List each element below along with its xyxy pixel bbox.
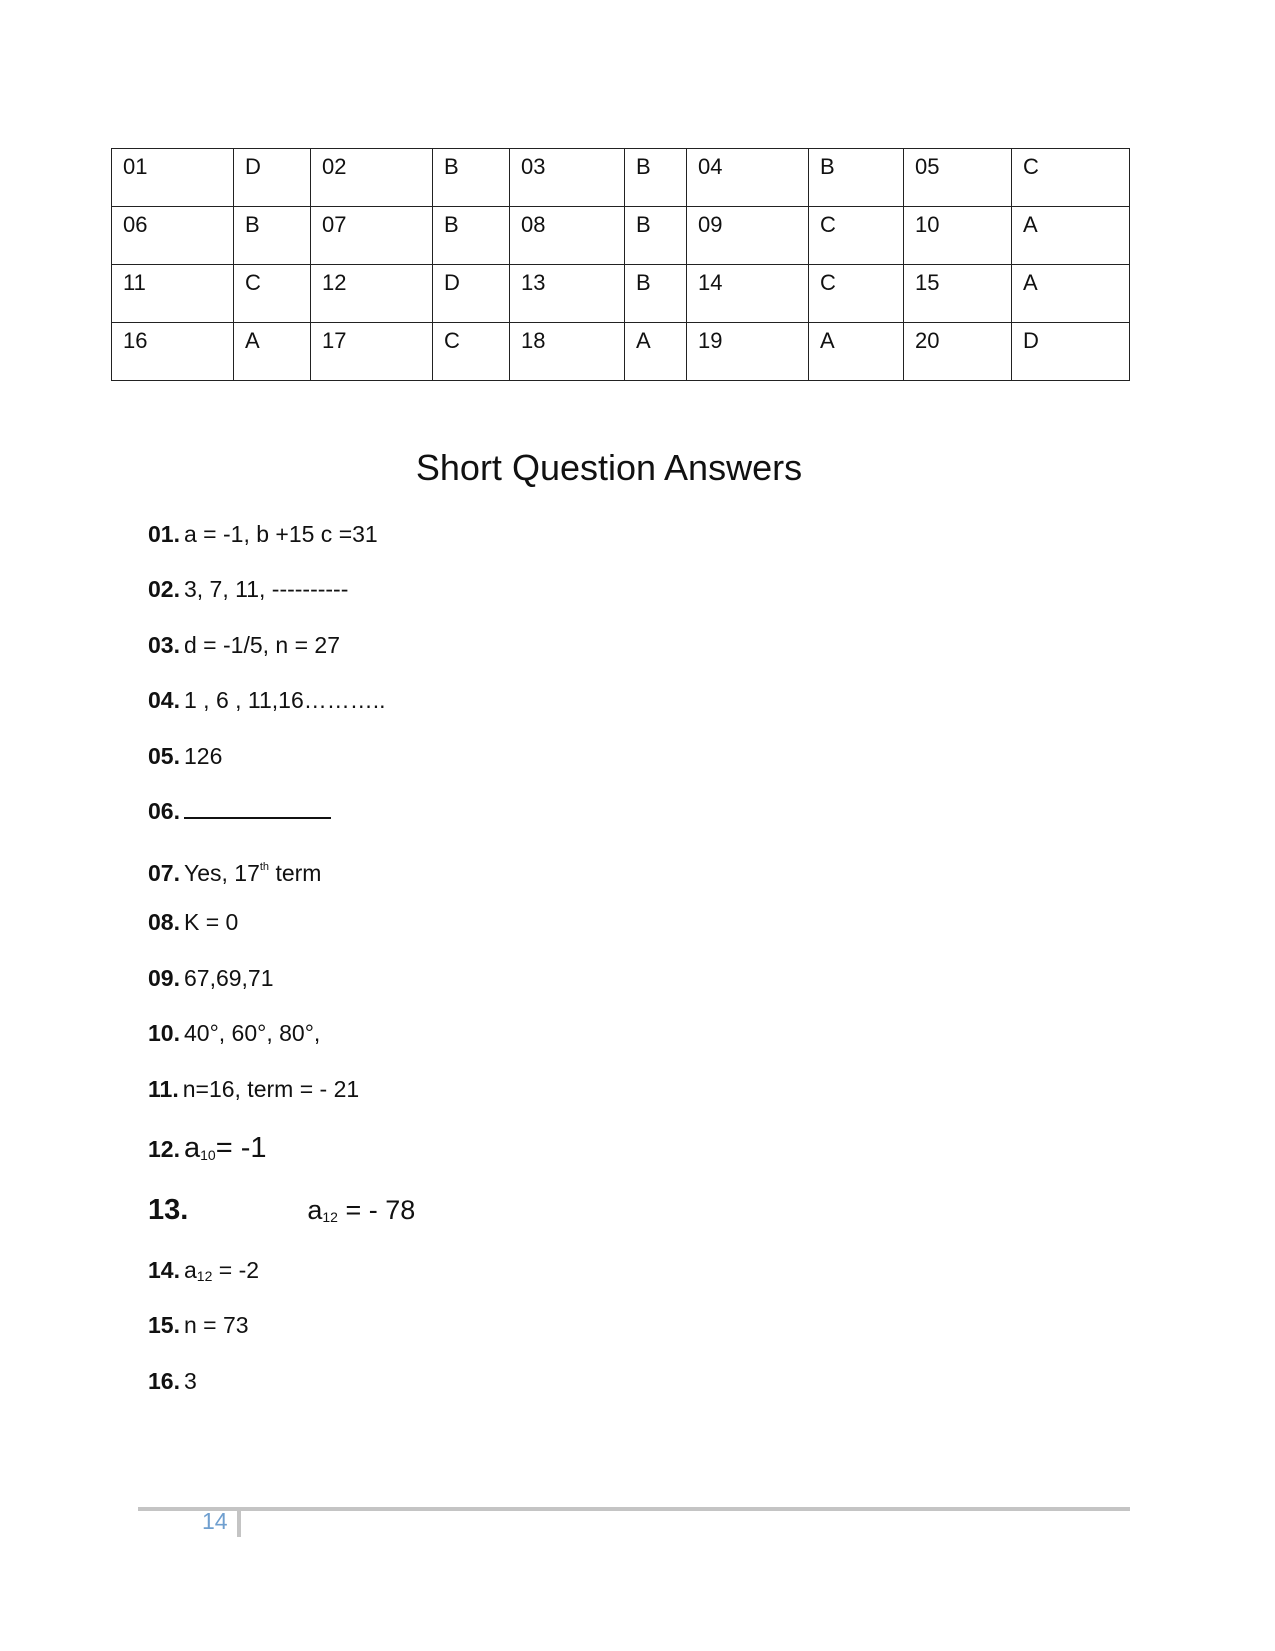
answer-item — [148, 1017, 320, 1049]
answer-letter-cell: B — [809, 149, 904, 207]
answer-item — [148, 573, 348, 605]
answer-text: a — [183, 1132, 201, 1164]
answer-number: 14. — [148, 1257, 180, 1283]
answer-item — [148, 684, 386, 716]
answer-text: n = 73 — [183, 1312, 249, 1338]
answer-number: 04. — [148, 687, 180, 713]
answer-number: 15. — [148, 1312, 180, 1338]
table-row — [112, 207, 1130, 265]
question-number-cell: 18 — [510, 323, 625, 381]
answer-text: d = -1/5, n = 27 — [183, 632, 340, 658]
answer-text: term — [269, 860, 322, 886]
table-row — [112, 265, 1130, 323]
answer-letter-cell: A — [234, 323, 311, 381]
answer-number: 09. — [148, 965, 180, 991]
answer-letter-cell: A — [625, 323, 687, 381]
answer-text: a — [183, 1257, 197, 1283]
page-number: 14 — [202, 1508, 228, 1534]
answer-text: n=16, term = - 21 — [182, 1076, 360, 1102]
answer-text: 3, 7, 11, ---------- — [183, 576, 349, 602]
answer-number: 11. — [148, 1076, 179, 1102]
answer-number: 12. — [148, 1136, 180, 1162]
answer-letter-cell: B — [433, 207, 510, 265]
question-number-cell: 04 — [687, 149, 809, 207]
answer-number: 01. — [148, 521, 180, 547]
answer-letter-cell: D — [234, 149, 311, 207]
answer-text: K = 0 — [183, 909, 239, 935]
answer-subscript: 12 — [322, 1209, 338, 1225]
answer-letter-cell: B — [625, 207, 687, 265]
answer-item — [148, 629, 340, 661]
answer-number: 10. — [148, 1020, 180, 1046]
question-number-cell: 10 — [904, 207, 1012, 265]
answer-text: 126 — [183, 743, 223, 769]
answer-text: 3 — [183, 1368, 197, 1394]
section-title: Short Question Answers — [415, 447, 803, 488]
answer-item — [148, 518, 378, 550]
answer-text: 67,69,71 — [183, 965, 274, 991]
answer-item — [148, 1254, 259, 1292]
question-number-cell: 19 — [687, 323, 809, 381]
answer-letter-cell: C — [809, 207, 904, 265]
answer-text: a = -1, b +15 c =31 — [183, 521, 378, 547]
answer-letter-cell: A — [809, 323, 904, 381]
answer-letter-cell: B — [625, 149, 687, 207]
answer-item — [148, 795, 331, 827]
answer-text: Yes, 17 — [183, 860, 260, 886]
page-number-divider — [237, 1507, 241, 1537]
answer-number: 13. — [148, 1194, 189, 1226]
question-number-cell: 11 — [112, 265, 234, 323]
answer-item — [148, 1194, 415, 1233]
question-number-cell: 17 — [311, 323, 433, 381]
answer-letter-cell: B — [234, 207, 311, 265]
answer-subscript: 12 — [196, 1268, 213, 1284]
answer-number: 07. — [148, 860, 180, 886]
answer-letter-cell: B — [433, 149, 510, 207]
question-number-cell: 08 — [510, 207, 625, 265]
answer-number: 05. — [148, 743, 180, 769]
answer-item — [148, 740, 222, 772]
question-number-cell: 16 — [112, 323, 234, 381]
answer-letter-cell: D — [433, 265, 510, 323]
answer-superscript: th — [259, 861, 270, 873]
answer-letter-cell: B — [625, 265, 687, 323]
answer-letter-cell: A — [1012, 265, 1130, 323]
question-number-cell: 06 — [112, 207, 234, 265]
answer-letter-cell: A — [1012, 207, 1130, 265]
answer-text: = -2 — [212, 1257, 260, 1283]
answer-letter-cell: C — [809, 265, 904, 323]
answer-item — [148, 962, 274, 994]
answer-item — [148, 1309, 249, 1341]
answer-number: 06. — [148, 798, 180, 824]
question-number-cell: 01 — [112, 149, 234, 207]
answer-number: 08. — [148, 909, 180, 935]
answer-item — [148, 851, 321, 889]
question-number-cell: 14 — [687, 265, 809, 323]
question-number-cell: 05 — [904, 149, 1012, 207]
answer-number: 03. — [148, 632, 180, 658]
question-number-cell: 15 — [904, 265, 1012, 323]
question-number-cell: 07 — [311, 207, 433, 265]
answer-text: = -1 — [215, 1132, 267, 1164]
question-number-cell: 20 — [904, 323, 1012, 381]
question-number-cell: 09 — [687, 207, 809, 265]
answer-letter-cell: C — [433, 323, 510, 381]
answer-item — [148, 906, 238, 938]
answer-letter-cell: D — [1012, 323, 1130, 381]
answer-item — [148, 1073, 359, 1105]
mcq-answer-table — [111, 148, 1130, 381]
answer-blank-line — [184, 795, 331, 819]
answer-text: a — [307, 1195, 323, 1225]
answer-number: 02. — [148, 576, 180, 602]
question-number-cell: 12 — [311, 265, 433, 323]
answer-letter-cell: C — [1012, 149, 1130, 207]
answer-text: = - 78 — [337, 1195, 416, 1225]
answer-item — [148, 1132, 266, 1171]
table-row — [112, 149, 1130, 207]
answer-text: 40°, 60°, 80°, — [183, 1020, 321, 1046]
question-number-cell: 03 — [510, 149, 625, 207]
table-row — [112, 323, 1130, 381]
answer-subscript: 10 — [200, 1147, 216, 1163]
answer-item — [148, 1365, 197, 1397]
answer-number: 16. — [148, 1368, 180, 1394]
answer-letter-cell: C — [234, 265, 311, 323]
question-number-cell: 02 — [311, 149, 433, 207]
answer-text: 1 , 6 , 11,16……….. — [183, 687, 386, 713]
footer-rule — [138, 1507, 1130, 1511]
question-number-cell: 13 — [510, 265, 625, 323]
